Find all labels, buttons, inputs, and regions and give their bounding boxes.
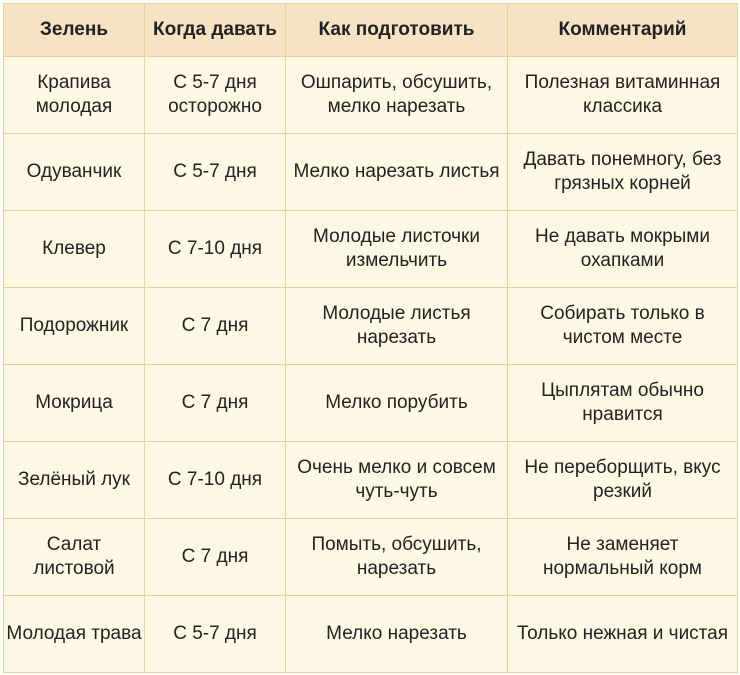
cell-greens: Салат листовой — [4, 519, 145, 596]
cell-preparation: Помыть, обсушить, нарезать — [286, 519, 508, 596]
column-header-comment: Комментарий — [508, 4, 738, 57]
cell-comment: Собирать только в чистом месте — [508, 288, 738, 365]
cell-when: С 7 дня — [145, 288, 286, 365]
greens-table-container — [3, 3, 738, 673]
cell-comment: Не давать мокрыми охапками — [508, 211, 738, 288]
cell-greens: Зелёный лук — [4, 442, 145, 519]
cell-comment: Цыплятам обычно нравится — [508, 365, 738, 442]
cell-greens: Мокрица — [4, 365, 145, 442]
cell-comment: Полезная витаминная классика — [508, 57, 738, 134]
table-row — [4, 596, 738, 673]
table-header — [4, 4, 738, 57]
cell-preparation: Мелко нарезать — [286, 596, 508, 673]
table-row — [4, 134, 738, 211]
cell-when: С 5-7 дня — [145, 134, 286, 211]
cell-when: С 5-7 дня — [145, 596, 286, 673]
table-header-row — [4, 4, 738, 57]
cell-when: С 7-10 дня — [145, 211, 286, 288]
cell-preparation: Очень мелко и совсем чуть-чуть — [286, 442, 508, 519]
cell-preparation: Мелко нарезать листья — [286, 134, 508, 211]
table-row — [4, 211, 738, 288]
table-row — [4, 442, 738, 519]
greens-feeding-table — [3, 3, 738, 673]
table-body — [4, 57, 738, 673]
cell-comment: Не заменяет нормальный корм — [508, 519, 738, 596]
cell-greens: Одуванчик — [4, 134, 145, 211]
table-row — [4, 288, 738, 365]
cell-preparation: Молодые листочки измельчить — [286, 211, 508, 288]
cell-comment: Не переборщить, вкус резкий — [508, 442, 738, 519]
cell-comment: Давать понемногу, без грязных корней — [508, 134, 738, 211]
cell-comment: Только нежная и чистая — [508, 596, 738, 673]
cell-greens: Клевер — [4, 211, 145, 288]
table-row — [4, 365, 738, 442]
table-row — [4, 519, 738, 596]
cell-preparation: Молодые листья нарезать — [286, 288, 508, 365]
column-header-when: Когда давать — [145, 4, 286, 57]
cell-when: С 7-10 дня — [145, 442, 286, 519]
cell-greens: Подорожник — [4, 288, 145, 365]
cell-when: С 7 дня — [145, 519, 286, 596]
cell-preparation: Ошпарить, обсушить, мелко нарезать — [286, 57, 508, 134]
cell-preparation: Мелко порубить — [286, 365, 508, 442]
cell-when: С 5-7 дня осторожно — [145, 57, 286, 134]
cell-greens: Молодая трава — [4, 596, 145, 673]
cell-when: С 7 дня — [145, 365, 286, 442]
cell-greens: Крапива молодая — [4, 57, 145, 134]
column-header-greens: Зелень — [4, 4, 145, 57]
column-header-preparation: Как подготовить — [286, 4, 508, 57]
table-row — [4, 57, 738, 134]
